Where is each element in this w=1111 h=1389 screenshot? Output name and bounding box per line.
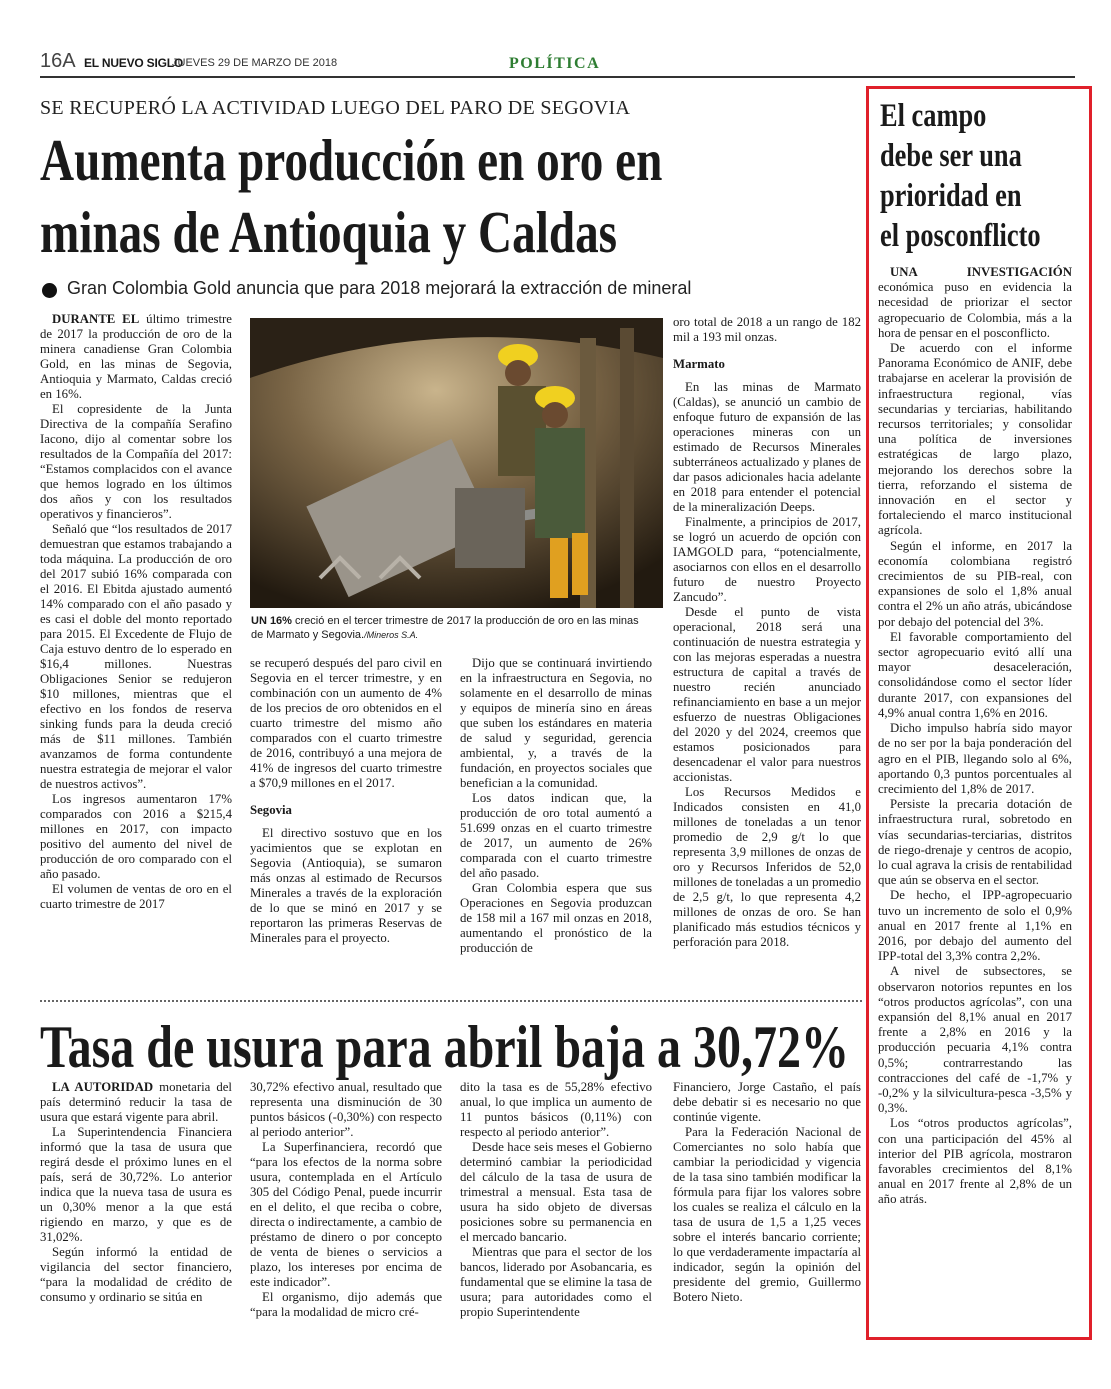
deck-bullet <box>42 283 57 298</box>
article2-column-3 <box>460 1080 652 1320</box>
paragraph: Los datos indican que, la producción de oro total aumentó a 51.699 onzas en el cuarto trimestre de 2017, un aumento de 26% comparada con el cuarto trimestre del año pasado. <box>460 791 652 880</box>
sidebar-body <box>878 265 1072 1208</box>
article1-column-3 <box>460 656 652 956</box>
paragraph: Señaló que “los resultados de 2017 demuestran que estamos trabajando a toda máquina. La producción de oro del 2017 subió 16% comparada con el 2016. El Ebitda ajustado aumentó 14% comparado con el año pasado y es casi el doble del monto reportado para 2015. El Excedente de Flujo de Caja estuvo dentro de lo esperado en $16,4 millones. Nuestras Obligaciones Senior se redujeron $10 millones, mientras que el efectivo en los fondos de reserva sinking funds para la deuda creció más de $11 millones. También avanzamos de forma contundente nuestra estrategia de mejorar el valor de nuestros activos”. <box>40 522 232 791</box>
headline-line-2: minas de Antioquia y Caldas <box>40 199 618 265</box>
subhead: Marmato <box>673 357 725 371</box>
paragraph: El organismo, dijo además que “para la modalidad de micro cré- <box>250 1290 442 1319</box>
paragraph: De acuerdo con el informe Panorama Económico de ANIF, debe trabajarse en acelerar la provisión de infraestructura regional, vías secundarias y terciarias, habilitando recursos territoriales; y consolidar una política de inversiones estratégicas de largo plazo, mejorando los derechos sobre la tierra, reforzando el sistema de innovación en el sector y fortaleciendo el marco institucional agrícola. <box>878 341 1072 538</box>
lead-in: UNA INVESTIGACIÓN <box>890 265 1072 279</box>
paragraph: Dicho impulso habría sido mayor de no ser por la baja ponderación del agro en el PIB, llegando solo al 6%, aportando 0,3 puntos porcentuales al crecimiento del 1,8% de 2017. <box>878 721 1072 796</box>
paragraph: Desde hace seis meses el Gobierno determinó cambiar la periodicidad del cálculo de la tasa de usura de trimestral a mensual. Esta tasa de usura ha sido objeto de diversas posiciones sobre su permanencia en el mercado bancario. <box>460 1140 652 1244</box>
photo-caption <box>251 614 646 642</box>
paragraph: La Superintendencia Financiera informó que la tasa de usura que regirá desde el próximo lunes en el país, será de 30,72%. Lo anterior indica que la nueva tasa de usura es un 0,30% menor a la que está rigiendo en marzo, y que es de 31,02%. <box>40 1125 232 1244</box>
paragraph: se recuperó después del paro civil en Segovia en el tercer trimestre, y en combinación con un aumento de 4% de los precios de oro obtenidos en el cuarto trimestre del mismo año comparados con el cuarto trimestre de 2016, contribuyó a una mejora de 41% de ingresos del cuarto trimestre a $70,9 millones en el 2017. <box>250 656 442 790</box>
article2-column-1 <box>40 1080 232 1305</box>
article2-column-2 <box>250 1080 442 1320</box>
mine-photo <box>250 318 663 608</box>
paragraph: 30,72% efectivo anual, resultado que representa una disminución de 30 puntos básicos (-0,30%) con respecto al periodo anterior”. <box>250 1080 442 1139</box>
article2-headline: Tasa de usura para abril baja a 30,72% <box>40 1014 850 1080</box>
miners-illustration <box>250 318 663 608</box>
paragraph: Mientras que para el sector de los bancos, liderado por Asobancaria, es fundamental que se elimine la tasa de usura; para autoridades como el propio Superintendente <box>460 1245 652 1319</box>
paragraph: El copresidente de la Junta Directiva de la compañía Serafino Iacono, dijo al comentar sobre los resultados de la Compañía del 2017: “Estamos complacidos con el avance que hemos logrado en los últimos dos años y con los resultados operativos y financieros”. <box>40 402 232 521</box>
paragraph: La Superfinanciera, recordó que “para los efectos de la norma sobre usura, contemplada en el Artículo 305 del Código Penal, puede incurrir en el delito, el que reciba o cobre, directa o indirectamente, a cambio de préstamo de dinero o por concepto de venta de bienes o servicios a plazo, los intereses por encima de este indicador”. <box>250 1140 442 1289</box>
paragraph: económica puso en evidencia la necesidad de priorizar el sector agropecuario de Colombia, más a la hora de pensar en el posconflicto. <box>878 280 1072 340</box>
paragraph: monetaria del país determinó reducir la tasa de usura que estará vigente para abril. <box>40 1080 232 1124</box>
paragraph: El favorable comportamiento del sector agropecuario evitó allí una mayor desaceleración, consolidándose como el sector líder durante 2017, con expansiones del 4,9% anual contra 1,6% en 2016. <box>878 629 1072 720</box>
article2-column-4 <box>673 1080 861 1305</box>
lead-in: LA AUTORIDAD <box>52 1080 154 1094</box>
subhead: Segovia <box>250 803 292 817</box>
page-number: 16A <box>40 50 76 72</box>
paragraph: Según informó la entidad de vigilancia del sector financiero, “para la modalidad de crédito de consumo y ordinario se sitúa en <box>40 1245 232 1304</box>
paragraph: Los “otros productos agrícolas”, con una participación del 45% al interior del PIB agrícola, mostraron favorables crecimientos del 8,1% anual en 2017 frente al 2,8% de un año atrás. <box>878 1116 1072 1207</box>
newspaper-name: EL NUEVO SIGLO <box>84 56 183 70</box>
paragraph: Según el informe, en 2017 la economía colombiana registró crecimientos de su PIB-real, con expansiones de solo el 1,8% anual contra el 2% un año atrás, ubicándose por debajo del potencial del 3%. <box>878 538 1072 629</box>
sidebar-headline-line-2: debe ser una <box>880 138 1022 174</box>
article1-column-2 <box>250 656 442 946</box>
paragraph: Finalmente, a principios de 2017, se logró un acuerdo de opción con IAMGOLD para, “potencialmente, asociarnos con ellos en el desarrollo futuro de nuestro Proyecto Zancudo”. <box>673 515 861 604</box>
paragraph: De hecho, el IPP-agropecuario tuvo un incremento de solo el 0,9% anual en 2017 frente al 1,1% en 2016, por debajo del aumento del IPP-total del 3,3% contra 2,2%. <box>878 888 1072 964</box>
caption-text: creció en el tercer trimestre de 2017 la producción de oro en las minas de Marmato y Segovia. <box>251 615 639 641</box>
article1-column-4 <box>673 315 861 950</box>
section-label: POLÍTICA <box>509 55 601 72</box>
paragraph: Financiero, Jorge Castaño, el país debe debatir si es necesario no que continúe vigente. <box>673 1080 861 1124</box>
deck: Gran Colombia Gold anuncia que para 2018 mejorará la extracción de mineral <box>67 278 692 298</box>
header-rule <box>40 76 1075 78</box>
kicker: SE RECUPERÓ LA ACTIVIDAD LUEGO DEL PARO DE SEGOVIA <box>40 97 631 119</box>
paragraph: Para la Federación Nacional de Comerciantes no solo había que cambiar la periodicidad y vigencia de la tasa sino también modificar la fórmula para fijar los valores sobre los cuales se realiza el cálculo en la tasa de usura de 1,5 a 1,25 veces sobre el interés bancario corriente; lo que verdaderamente impactaría al indicador, según la opinión del presidente del gremio, Guillermo Botero Nieto. <box>673 1125 861 1304</box>
paragraph: Gran Colombia espera que sus Operaciones en Segovia produzcan de 158 mil a 167 mil onzas en 2018, aumentando el pronóstico de la producción de <box>460 881 652 955</box>
paragraph: En las minas de Marmato (Caldas), se anunció un cambio de enfoque futuro de expansión de las operaciones mineras con un estimado de Recursos Minerales subterráneos actualizado y planes de dar pasos adicionales hacia adelante en 2018 para entender el potencial de la mineralización Deeps. <box>673 380 861 514</box>
paragraph: Los Recursos Medidos e Indicados consisten en 41,0 millones de toneladas a un tenor promedio de 2,9 g/t lo que representa 3,9 millones de onzas de oro y Recursos Inferidos de 52,0 millones de toneladas a un promedio de 2,5 g/t, lo que representa 4,2 millones de onzas de oro. Se han planificado más estudios técnicos y perforación para 2018. <box>673 785 861 949</box>
paragraph: El volumen de ventas de oro en el cuarto trimestre de 2017 <box>40 882 232 911</box>
paragraph: A nivel de subsectores, se observaron notorios repuntes en los “otros productos agrícolas”, con una expansión del 8,1% anual en 2017 frente a 2,8% en 2016 y la producción pecuaria 4,1% contra 0,5%; contrarrestando las contracciones del café de -1,7% y -0,2% y la silvicultura-pesca -3,5% y 0,3%. <box>878 964 1072 1116</box>
article-divider <box>40 1000 862 1002</box>
paragraph: Persiste la precaria dotación de infraestructura rural, sobretodo en vías secundarias-terciarias, distritos de riego-drenaje y centros de acopio, lo cual agrava la crisis de rentabilidad que aún se observa en el sector. <box>878 797 1073 888</box>
headline-line-1: Aumenta producción en oro en <box>40 127 663 193</box>
sidebar-headline-line-3: prioridad en <box>880 178 1022 214</box>
sidebar-headline-line-4: el posconflicto <box>880 218 1041 254</box>
paragraph: El directivo sostuvo que en los yacimientos que se explotan en Segovia (Antioquia), se sumaron más onzas al estimado de Recursos Minerales a través de la exploración de lo que se minó en 2017 y se reportaron las primeras Reservas de Minerales para el proyecto. <box>250 826 442 945</box>
paragraph: Los ingresos aumentaron 17% comparados con 2016 a $215,4 millones en 2017, con impacto positivo del aumento del nivel de producción de oro comparado con el año pasado. <box>40 792 232 881</box>
paragraph: oro total de 2018 a un rango de 182 mil a 193 mil onzas. <box>673 315 861 344</box>
paragraph: Dijo que se continuará invirtiendo en la infraestructura en Segovia, no solamente en el desarrollo de minas y equipos de minería sino en áreas que suben los estándares en materia de salud y seguridad, gerencia ambiental, y, a través de la fundación, en proyectos sociales que benefician a la comunidad. <box>460 656 652 790</box>
issue-date: JUEVES 29 DE MARZO DE 2018 <box>172 57 338 69</box>
photo-credit: /Mineros S.A. <box>364 630 419 640</box>
paragraph: Desde el punto de vista operacional, 2018 será una continuación de nuestra estrategia y con las mejoras esperadas a nuestra estructura de capital a través de nuestro recién anunciado refinanciamiento en base a un mejor esfuerzo de nuestras Obligaciones del 2020 y del 2024, creemos que estamos posicionados para desencadenar el valor para nuestros accionistas. <box>673 605 861 784</box>
paragraph: dito la tasa es de 55,28% efectivo anual, lo que implica un aumento de 11 puntos básicos (0,11%) con respecto al periodo anterior”. <box>460 1080 652 1139</box>
article1-column-1 <box>40 312 232 912</box>
caption-lead: UN 16% <box>251 615 292 627</box>
sidebar-headline-line-1: El campo <box>880 98 987 134</box>
paragraph: último trimestre de 2017 la producción de oro de la minera canadiense Gran Colombia Gold, en las minas de Segovia, Antioquia y Marmato, Caldas creció en 16%. <box>40 312 232 401</box>
lead-in: DURANTE EL <box>52 312 140 326</box>
